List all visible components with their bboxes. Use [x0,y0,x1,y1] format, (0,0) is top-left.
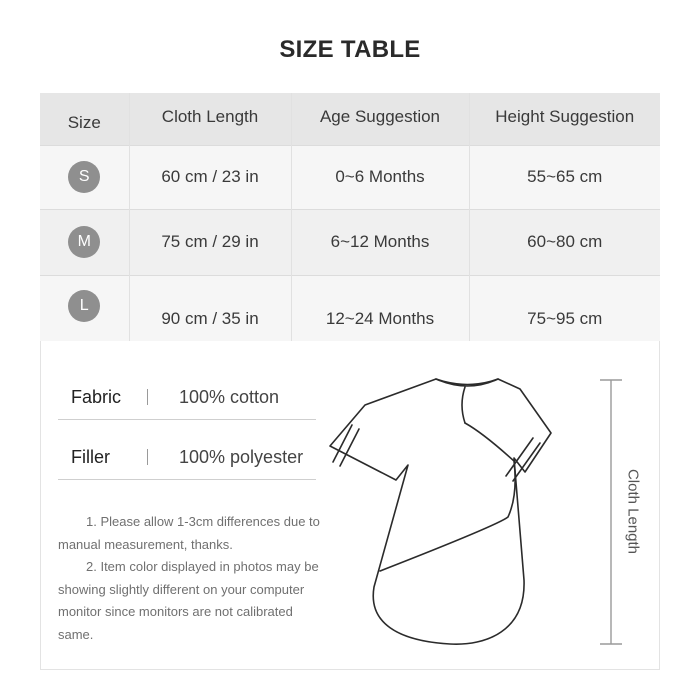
page-title: SIZE TABLE [279,36,421,63]
size-badge: S [68,161,100,193]
height-cell: 60~80 cm [527,232,603,251]
header-height-suggestion: Height Suggestion [495,106,635,126]
header-cloth-length: Cloth Length [129,93,291,145]
spec-divider [147,449,148,465]
spec-divider [147,389,148,405]
header-size: Size [40,93,129,145]
spec-value: 100% polyester [179,447,304,467]
zipper [462,387,465,423]
table-row [40,209,660,275]
age-cell: 0~6 Months [291,145,469,209]
header-age-suggestion: Age Suggestion [291,93,469,145]
table-row [40,275,660,341]
left-cuff-lines [333,425,359,466]
zipper-seam [380,423,515,571]
height-cell: 75~95 cm [527,309,603,328]
garment-outline [330,379,551,644]
size-cell [40,275,129,341]
note-item: 2. Item color displayed in photos may be showing slightly different on your computer monitor since monitors are not calibrated same. [58,559,319,642]
size-table [40,93,660,341]
table-header-row [40,93,660,145]
cloth-length-cell: 75 cm / 29 in [129,209,291,275]
spec-row-fabric [58,379,316,420]
age-cell: 12~24 Months [291,275,469,341]
size-cell [40,145,129,209]
table-row [40,145,660,209]
right-cuff-lines [506,438,540,481]
measure-label: Cloth Length [624,468,642,555]
size-badge: L [68,290,100,322]
spec-row-filler [58,439,316,480]
notes [58,511,330,646]
age-cell: 6~12 Months [291,209,469,275]
size-badge: M [68,226,100,258]
spec-label: Filler [71,447,110,467]
size-cell [40,209,129,275]
height-cell: 55~65 cm [527,167,603,186]
note-item: 1. Please allow 1-3cm differences due to manual measurement, thanks. [58,514,320,552]
cloth-length-cell: 90 cm / 35 in [129,275,291,341]
cloth-length-cell: 60 cm / 23 in [129,145,291,209]
spec-label: Fabric [71,387,122,407]
spec-value: 100% cotton [179,387,280,407]
measure-bar-icon [598,378,624,648]
sleep-sack-illustration [328,375,598,647]
